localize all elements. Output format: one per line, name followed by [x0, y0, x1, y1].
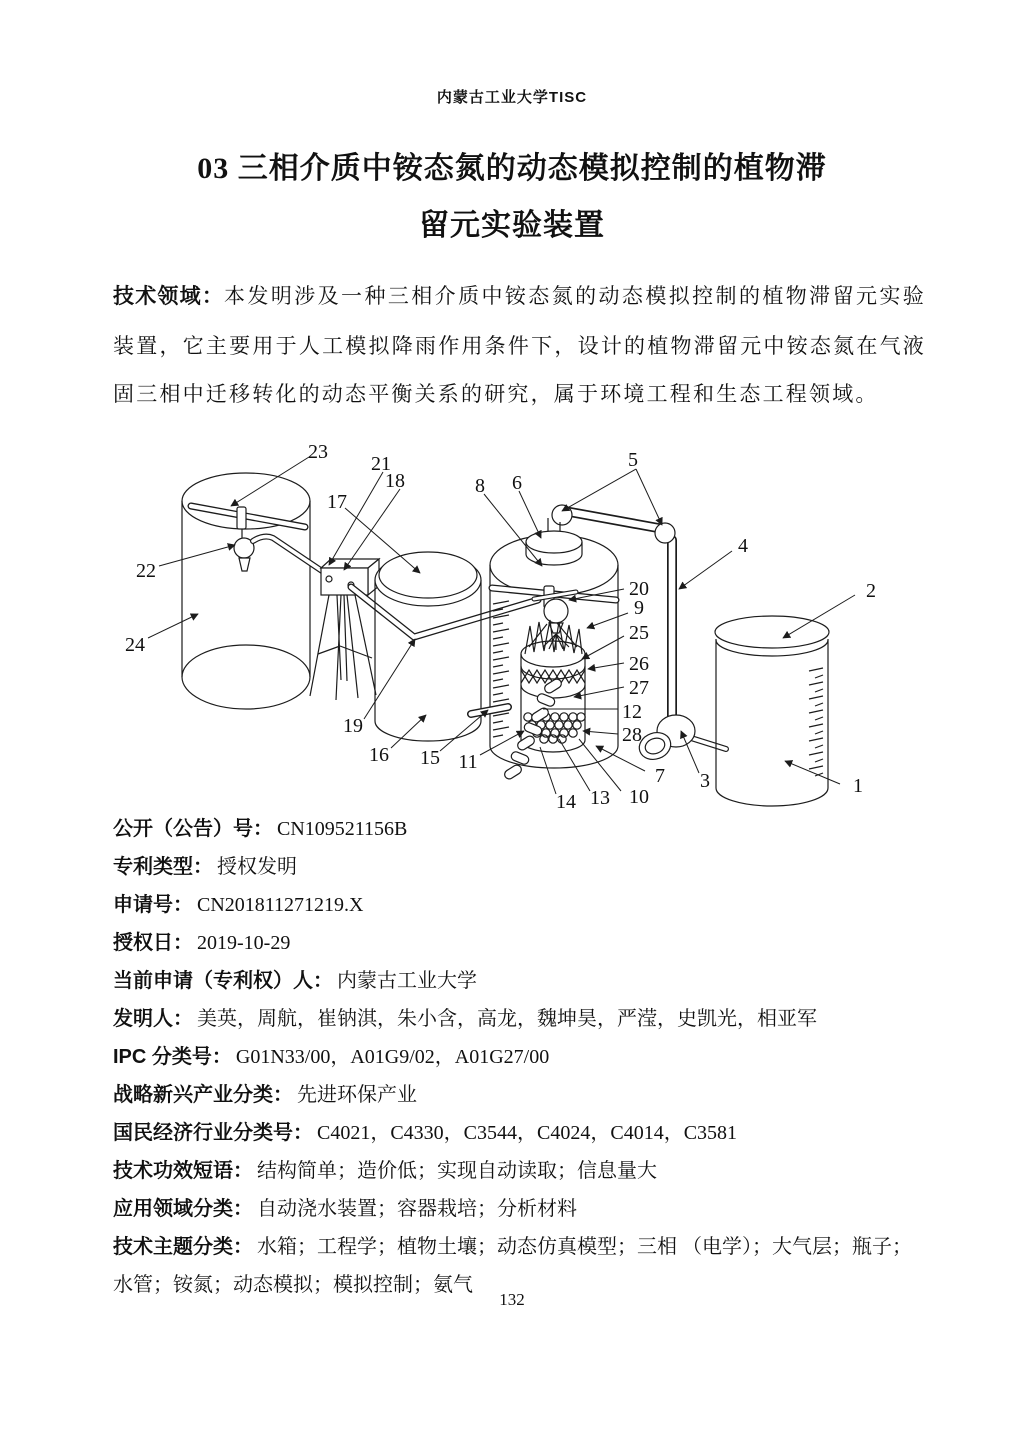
- figure-ref-24: 24: [125, 634, 145, 656]
- field-value: 先进环保产业: [297, 1084, 417, 1106]
- field-value: 美英，周航，崔钠淇，朱小含，高龙，魏坤昊，严滢，史凯光，相亚军: [197, 1008, 817, 1030]
- technical-field-label: 技术领域：: [113, 285, 225, 308]
- field-value: CN109521156B: [277, 818, 408, 840]
- field-label: 发明人：: [113, 1008, 193, 1030]
- field-row-strategic-industry: [113, 1076, 928, 1114]
- figure-ref-19: 19: [343, 715, 363, 737]
- field-row-grant-date: [113, 924, 928, 962]
- page-header: 内蒙古工业大学TISC: [436, 89, 588, 106]
- patent-title-line2: 留元实验装置: [419, 209, 605, 242]
- field-row-current-assignee: [113, 962, 928, 1000]
- figure-ref-13: 13: [590, 787, 610, 809]
- technical-field-text: 本发明涉及一种三相介质中铵态氮的动态模拟控制的植物滞留元实验装置，它主要用于人工模拟降雨作用条件下，设计的植物滞留元中铵态氮在气液固三相中迁移转化的动态平衡关系的研究，属于环境工程和生态工程领域。: [113, 284, 926, 406]
- field-label: 战略新兴产业分类：: [113, 1084, 293, 1106]
- right-tank-graduations: [809, 668, 823, 776]
- field-row-technical-effects: [113, 1152, 928, 1190]
- field-value: 结构简单；造价低；实现自动读取；信息量大: [257, 1160, 657, 1182]
- figure-ref-22: 22: [136, 560, 156, 582]
- field-label: 应用领域分类：: [113, 1198, 253, 1220]
- figure-drawing: [88, 428, 938, 826]
- field-label: 专利类型：: [113, 856, 213, 878]
- patent-metadata: [113, 810, 928, 1304]
- pump: [636, 715, 726, 764]
- figure-ref-27: 27: [629, 677, 649, 699]
- field-value: C4021，C4330，C3544，C4024，C4014，C3581: [317, 1122, 738, 1144]
- field-label: 技术主题分类：: [113, 1236, 253, 1258]
- figure-ref-5: 5: [628, 449, 638, 471]
- figure-ref-28: 28: [622, 724, 642, 746]
- page-number: 132: [499, 1290, 525, 1309]
- figure-ref-16: 16: [369, 744, 389, 766]
- field-label: 授权日：: [113, 932, 193, 954]
- figure-ref-18: 18: [385, 470, 405, 492]
- field-label: 公开（公告）号：: [113, 818, 273, 840]
- figure-ref-9: 9: [634, 597, 644, 619]
- field-label: 申请号：: [113, 894, 193, 916]
- field-label: 当前申请（专利权）人：: [113, 970, 333, 992]
- field-label: 国民经济行业分类号：: [113, 1122, 313, 1144]
- figure-ref-11: 11: [458, 751, 478, 773]
- field-row-inventors: [113, 1000, 928, 1038]
- reactor-graduations: [493, 601, 509, 737]
- field-row-national-economy-class: [113, 1114, 928, 1152]
- patent-figure: [88, 428, 938, 826]
- field-row-application-domain: [113, 1190, 928, 1228]
- field-row-application-number: [113, 886, 928, 924]
- figure-ref-20: 20: [629, 578, 649, 600]
- field-value: CN201811271219.X: [197, 894, 364, 916]
- field-value: 内蒙古工业大学: [337, 970, 477, 992]
- figure-ref-2: 2: [866, 580, 876, 602]
- inlet-rod-and-valve: [191, 506, 328, 575]
- field-label: 技术功效短语：: [113, 1160, 253, 1182]
- patent-title: [60, 140, 964, 254]
- field-row-publication-number: [113, 810, 928, 848]
- figure-ref-10: 10: [629, 786, 649, 808]
- figure-ref-3: 3: [700, 770, 710, 792]
- right-tank: [715, 616, 829, 806]
- figure-ref-15: 15: [420, 747, 440, 769]
- patent-title-line1: 03 三相介质中铵态氮的动态模拟控制的植物滞: [197, 152, 827, 185]
- field-value: 授权发明: [217, 856, 297, 878]
- field-label: IPC 分类号：: [113, 1046, 232, 1068]
- control-box-and-tripod: [310, 559, 379, 700]
- field-value: 水箱；工程学；植物土壤；动态仿真模型；三相 （电学）；大气层；瓶子；水管；铵氮；动态模拟；模拟控制；氨气: [113, 1236, 912, 1296]
- middle-tank: [375, 552, 481, 741]
- figure-ref-8: 8: [475, 475, 485, 497]
- figure-ref-14: 14: [556, 791, 576, 813]
- field-value: G01N33/00，A01G9/02，A01G27/00: [235, 1046, 550, 1068]
- field-row-patent-type: [113, 848, 928, 886]
- figure-ref-25: 25: [629, 622, 649, 644]
- figure-ref-21: 21: [371, 453, 391, 475]
- figure-ref-26: 26: [629, 653, 649, 675]
- side-pipe: [471, 707, 508, 714]
- field-row-ipc-class: [113, 1038, 928, 1076]
- figure-ref-12: 12: [622, 701, 642, 723]
- figure-ref-7: 7: [655, 765, 665, 787]
- figure-ref-4: 4: [738, 535, 748, 557]
- figure-ref-23: 23: [308, 441, 328, 463]
- field-value: 2019-10-29: [197, 932, 291, 954]
- figure-ref-17: 17: [327, 491, 347, 513]
- technical-field-paragraph: [113, 272, 926, 419]
- field-value: 自动浇水装置；容器栽培；分析材料: [257, 1198, 577, 1220]
- figure-ref-1: 1: [853, 775, 863, 797]
- figure-ref-6: 6: [512, 472, 522, 494]
